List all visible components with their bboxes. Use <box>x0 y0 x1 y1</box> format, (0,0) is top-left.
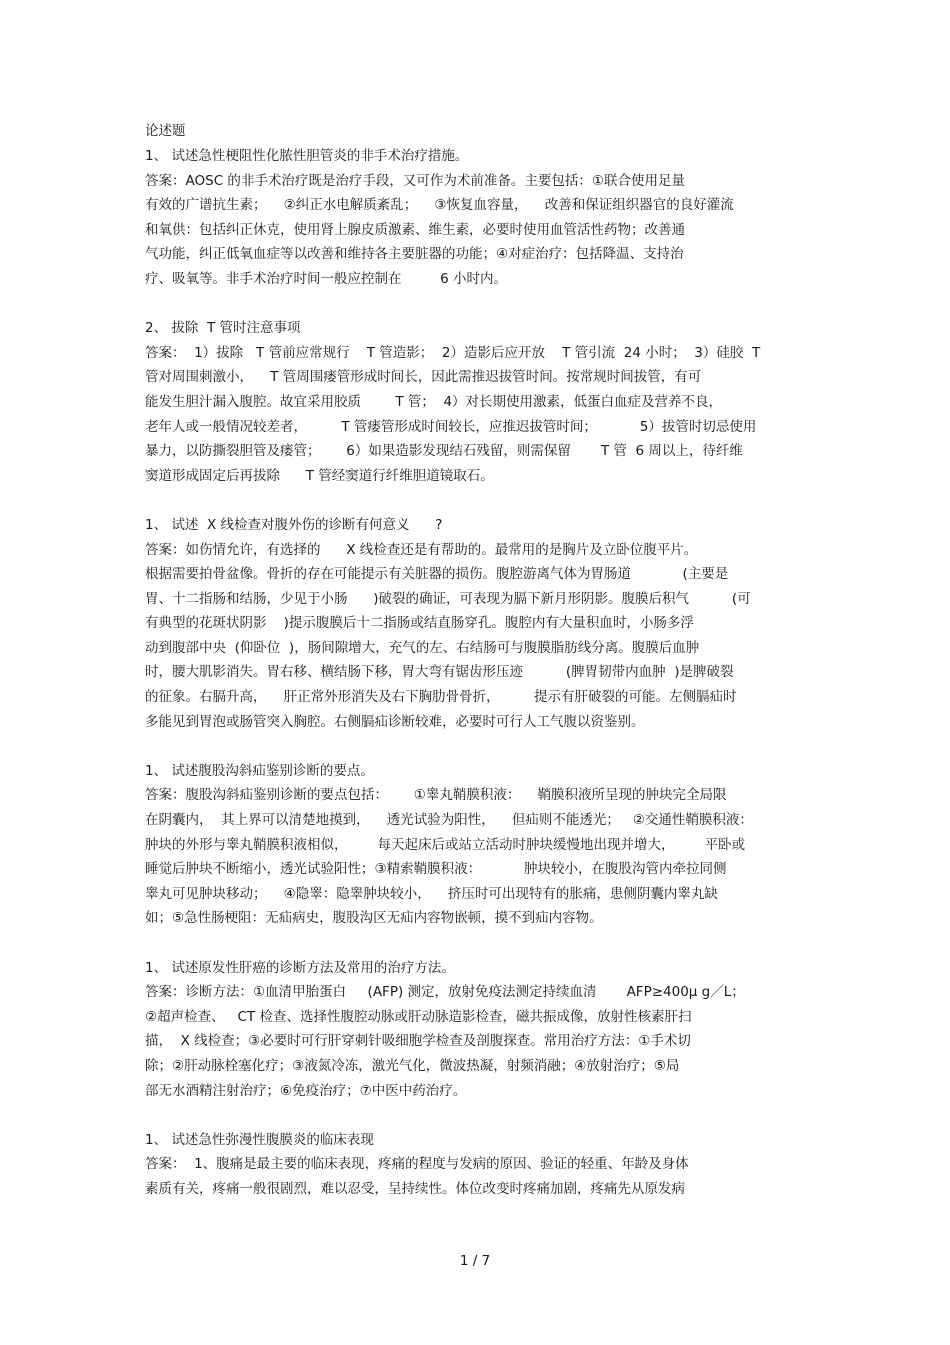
answer-line: 部无水酒精注射治疗；⑥免疫治疗；⑦中医中药治疗。 <box>145 1082 467 1099</box>
answer-line: 如；⑤急性肠梗阻：无疝病史，腹股沟区无疝内容物嵌顿，摸不到疝内容物。 <box>145 910 603 927</box>
answer-line: 时，腰大肌影消失。胃右移、横结肠下移，胃大弯有锯齿形压迹 (脾胃韧带内血肿 )是脾破裂 <box>145 664 734 681</box>
question-section <box>145 1128 810 1202</box>
question-title: 1、 试述急性弥漫性腹膜炎的临床表现 <box>145 1131 374 1148</box>
answer-line: 多能见到胃泡或肠管突入胸腔。右侧膈疝诊断较难，必要时可行人工气腹以资鉴别。 <box>145 713 645 730</box>
question-title: 1、 试述急性梗阻性化脓性胆管炎的非手术治疗措施。 <box>145 148 469 164</box>
answer-line: 答案：如伤情允许，有选择的 X 线检查还是有帮助的。最常用的是胸片及立卧位腹平片。 <box>145 541 698 558</box>
answer-line: 除；②肝动脉栓塞化疗；③液氮冷冻，激光气化，微波热凝，射频消融；④放射治疗；⑤局 <box>145 1057 680 1074</box>
answer-line: 胃、十二指肠和结肠，少见于小肠 )破裂的确证，可表现为膈下新月形阴影。腹膜后积气 (可 <box>145 590 751 607</box>
answer-line: 气功能，纠正低氧血症等以改善和维持各主要脏器的功能；④对症治疗：包括降温、支持治 <box>145 246 684 263</box>
answer-line: 根据需要拍骨盆像。骨折的存在可能提示有关脏器的损伤。腹腔游离气体为胃肠道 (主要是 <box>145 566 729 583</box>
answer-line: 有典型的花斑状阴影 )提示腹膜后十二指肠或结直肠穿孔。腹腔内有大量积血时，小肠多浮 <box>145 615 694 632</box>
page-number: 1 / 7 <box>459 1253 491 1269</box>
answer-line: 描， X 线检查；③必要时可行肝穿刺针吸细胞学检查及剖腹探查。常用治疗方法：①手术切 <box>145 1033 691 1050</box>
document-heading: 论述题 <box>145 123 186 139</box>
answer-line: 窦道形成固定后再拔除 T 管经窦道行纤维胆道镜取石。 <box>145 467 494 484</box>
answer-line: 疗、吸氧等。非手术治疗时间一般应控制在 6 小时内。 <box>145 270 508 287</box>
answer-line: 睡觉后肿块不断缩小，透光试验阳性；③精索鞘膜积液： 肿块较小，在腹股沟管内牵拉同侧 <box>145 861 727 878</box>
document-body <box>145 144 810 1226</box>
answer-line: 素质有关，疼痛一般很剧烈，难以忍受，呈持续性。体位改变时疼痛加剧，疼痛先从原发病 <box>145 1180 685 1197</box>
answer-line: 有效的广谱抗生素； ②纠正水电解质紊乱； ③恢复血容量， 改善和保证组织器官的良好灌流 <box>145 197 734 214</box>
question-title: 1、 试述 X 线检查对腹外伤的诊断有何意义 ? <box>145 516 443 533</box>
question-section <box>145 144 810 292</box>
answer-line: 暴力，以防撕裂胆管及瘘管； 6）如果造影发现结石残留，则需保留 T 管 6 周以上，待纤维 <box>145 443 743 460</box>
answer-line: 动到腹部中央 (仰卧位 )，肠间隙增大，充气的左、右结肠可与腹膜脂肪线分离。腹膜后血肿 <box>145 639 700 656</box>
question-section <box>145 759 810 931</box>
question-section <box>145 316 810 488</box>
answer-line: 在阴囊内， 其上界可以清楚地摸到， 透光试验为阳性， 但疝则不能透光； ②交通性鞘膜积液： <box>145 812 753 829</box>
answer-line: 答案： 1、腹痛是最主要的临床表现，疼痛的程度与发病的原因、验证的轻重、年龄及身体 <box>145 1156 689 1173</box>
question-title: 1、 试述腹股沟斜疝鉴别诊断的要点。 <box>145 762 374 779</box>
answer-line: 答案：AOSC 的非手术治疗既是治疗手段，又可作为术前准备。主要包括：①联合使用足量 <box>145 172 686 189</box>
answer-line: 的征象。右膈升高， 肝正常外形消失及右下胸肋骨骨折， 提示有肝破裂的可能。左侧膈疝时 <box>145 689 737 706</box>
question-title: 1、 试述原发性肝癌的诊断方法及常用的治疗方法。 <box>145 959 455 976</box>
question-title: 2、 拔除 T 管时注意事项 <box>145 320 301 337</box>
answer-line: 肿块的外形与睾丸鞘膜积液相似， 每天起床后或站立活动时肿块缓慢地出现并增大， 平卧或 <box>145 836 746 853</box>
answer-line: 睾丸可见肿块移动； ④隐睾：隐睾肿块较小， 挤压时可出现特有的胀痛，患侧阴囊内睾丸缺 <box>145 885 718 902</box>
question-section <box>145 513 810 734</box>
answer-line: 答案：诊断方法：①血清甲胎蛋白 (AFP) 测定，放射免疫法测定持续血清 AFP≥400μ g／L； <box>145 984 745 1001</box>
answer-line: 老年人或一般情况较差者， T 管瘘管形成时间较长，应推迟拔管时间； 5）拔管时切忌使用 <box>145 418 757 435</box>
answer-line: 和氧供：包括纠正休克，使用肾上腺皮质激素、维生素，必要时使用血管活性药物；改善通 <box>145 221 685 238</box>
answer-line: 管对周围刺激小， T 管周围瘘管形成时间长，因此需推迟拔管时间。按常规时间拔管，有可 <box>145 369 702 386</box>
answer-line: 答案：腹股沟斜疝鉴别诊断的要点包括： ①睾丸鞘膜积液： 鞘膜积液所呈现的肿块完全局限 <box>145 787 727 804</box>
answer-line: 能发生胆汁漏入腹腔。故宜采用胶质 T 管； 4）对长期使用激素，低蛋白血症及营养不良， <box>145 393 723 410</box>
answer-line: ②超声检查、 CT 检查、选择性腹腔动脉或肝动脉造影检查，磁共振成像，放射性核素肝扫 <box>145 1008 692 1025</box>
answer-line: 答案： 1）拔除 T 管前应常规行 T 管造影； 2）造影后应开放 T 管引流 24 小时； 3）硅胶 T <box>145 344 761 361</box>
question-section <box>145 956 810 1104</box>
